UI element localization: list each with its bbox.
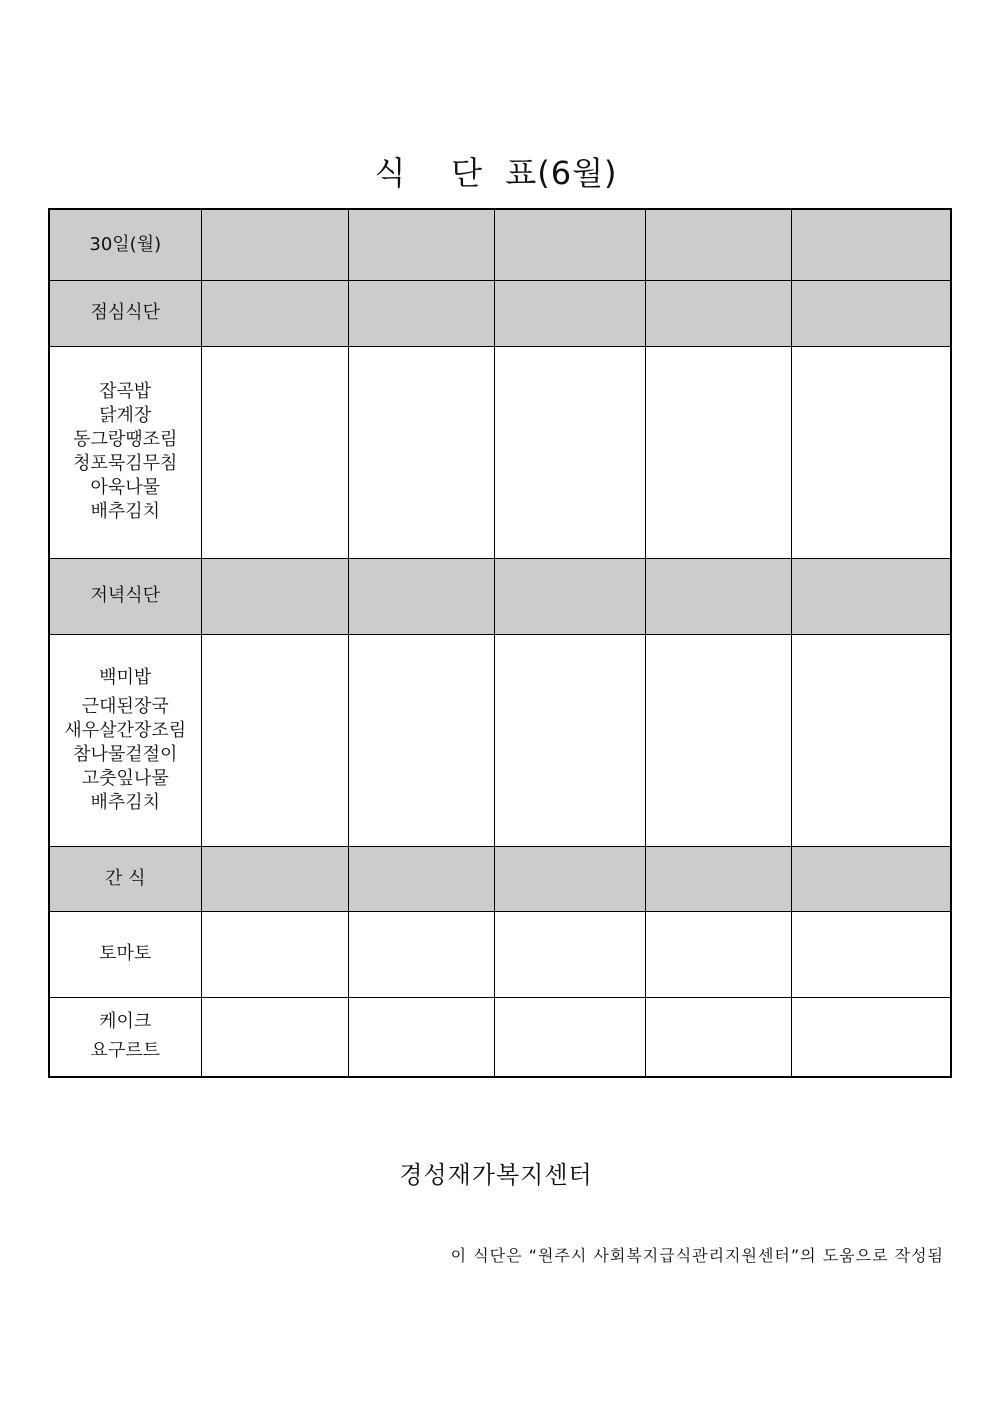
empty-cell — [791, 911, 951, 997]
dinner-menu-list — [49, 634, 201, 846]
empty-cell — [791, 634, 951, 846]
empty-cell — [645, 209, 791, 280]
snack-list-2 — [49, 997, 201, 1077]
snack-header-row — [49, 846, 951, 911]
empty-cell — [494, 997, 645, 1077]
menu-item: 청포묵김무침 — [73, 453, 178, 474]
snack-row-1 — [49, 911, 951, 997]
menu-item: 고춧잎나물 — [81, 767, 169, 789]
empty-cell — [645, 997, 791, 1077]
empty-cell — [791, 346, 951, 558]
snack-header: 간 식 — [49, 846, 201, 911]
lunch-menu-row — [49, 346, 951, 558]
lunch-header: 점심식단 — [49, 280, 201, 346]
dinner-menu-row — [49, 634, 951, 846]
empty-cell — [201, 209, 348, 280]
empty-cell — [201, 997, 348, 1077]
menu-item: 배추김치 — [90, 791, 161, 813]
menu-item: 근대된장국 — [81, 695, 169, 717]
empty-cell — [494, 558, 645, 634]
snack-item: 요구르트 — [90, 1040, 161, 1062]
menu-item: 아욱나물 — [90, 477, 161, 498]
menu-item: 참나물겉절이 — [73, 743, 178, 765]
menu-item: 동그랑땡조림 — [73, 429, 178, 450]
empty-cell — [494, 346, 645, 558]
menu-item: 새우살간장조림 — [64, 719, 187, 741]
empty-cell — [791, 280, 951, 346]
empty-cell — [791, 209, 951, 280]
empty-cell — [201, 634, 348, 846]
menu-item: 잡곡밥 — [99, 381, 152, 402]
empty-cell — [791, 558, 951, 634]
dinner-header-row — [49, 558, 951, 634]
empty-cell — [645, 846, 791, 911]
empty-cell — [645, 558, 791, 634]
empty-cell — [201, 280, 348, 346]
empty-cell — [645, 346, 791, 558]
organization-name: 경성재가복지센터 — [399, 1161, 593, 1189]
lunch-header-row — [49, 280, 951, 346]
page-title: 식 단 표(6월) — [374, 154, 618, 192]
snack-item: 토마토 — [99, 943, 152, 964]
snack-list-1 — [49, 911, 201, 997]
empty-cell — [494, 634, 645, 846]
empty-cell — [494, 846, 645, 911]
snack-item: 케이크 — [99, 1011, 152, 1033]
lunch-menu-list — [49, 346, 201, 558]
dinner-header: 저녁식단 — [49, 558, 201, 634]
snack-row-2 — [49, 997, 951, 1077]
empty-cell — [494, 911, 645, 997]
empty-cell — [348, 346, 494, 558]
footnote: 이 식단은 “원주시 사회복지급식관리지원센터”의 도움으로 작성됨 — [450, 1246, 944, 1265]
empty-cell — [201, 846, 348, 911]
empty-cell — [348, 558, 494, 634]
meal-plan-table — [48, 208, 952, 1078]
empty-cell — [348, 209, 494, 280]
empty-cell — [348, 634, 494, 846]
empty-cell — [791, 846, 951, 911]
empty-cell — [348, 846, 494, 911]
empty-cell — [348, 911, 494, 997]
empty-cell — [645, 280, 791, 346]
menu-item: 배추김치 — [90, 501, 161, 522]
date-row — [49, 209, 951, 280]
menu-item: 백미밥 — [99, 666, 152, 688]
empty-cell — [645, 911, 791, 997]
empty-cell — [201, 558, 348, 634]
empty-cell — [201, 911, 348, 997]
empty-cell — [348, 280, 494, 346]
empty-cell — [645, 634, 791, 846]
empty-cell — [494, 209, 645, 280]
empty-cell — [791, 997, 951, 1077]
empty-cell — [201, 346, 348, 558]
date-header: 30일(월) — [49, 209, 201, 280]
empty-cell — [494, 280, 645, 346]
menu-item: 닭계장 — [99, 405, 152, 426]
empty-cell — [348, 997, 494, 1077]
